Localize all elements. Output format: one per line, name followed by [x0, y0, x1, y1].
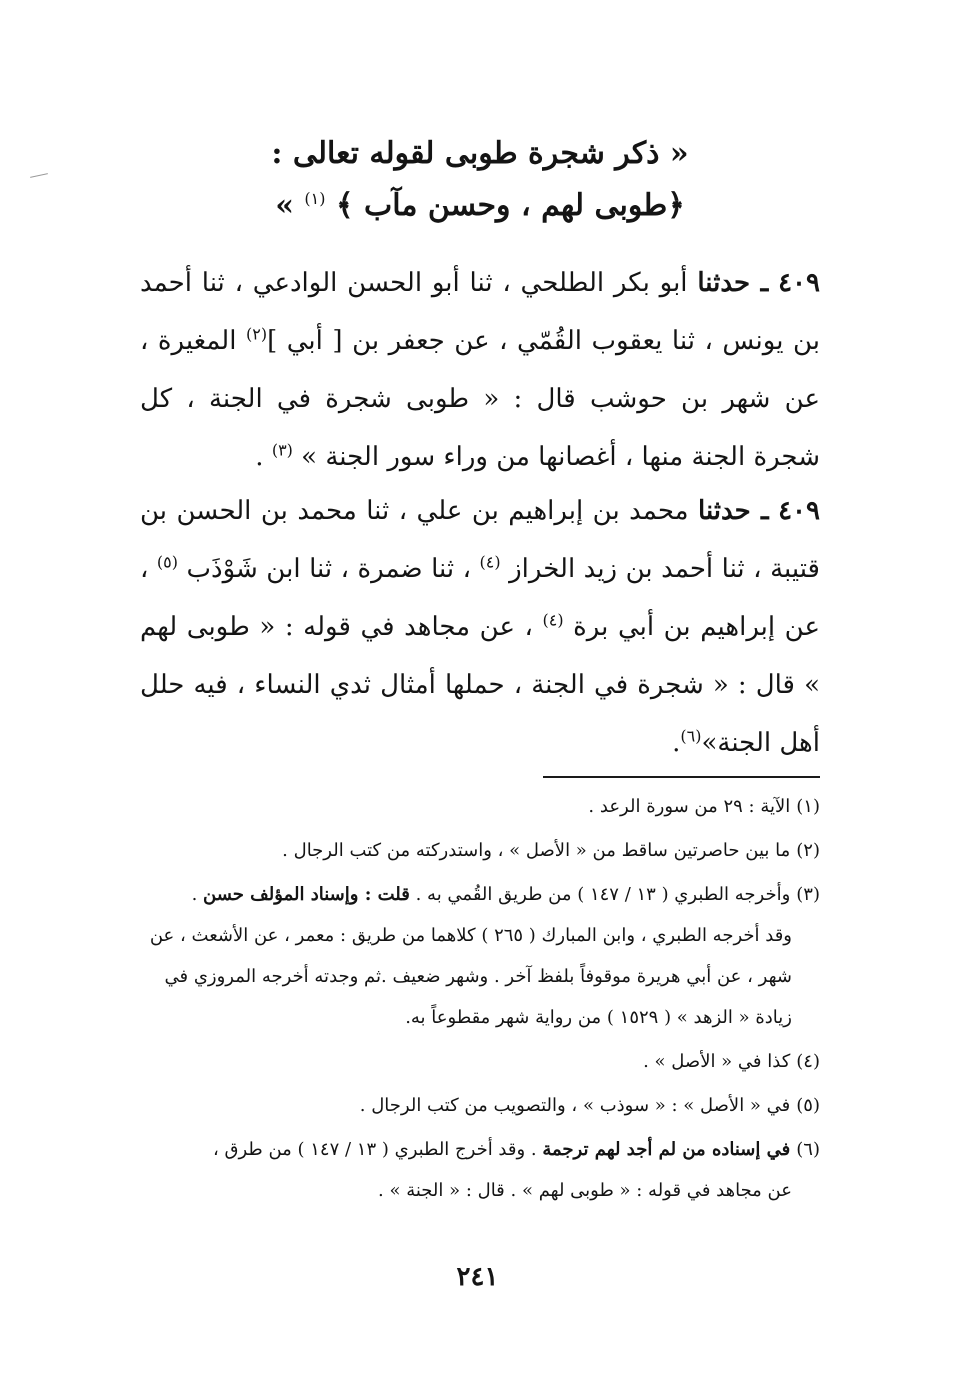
footnote-text: ما بين حاصرتين ساقط من « الأصل » ، واستدركته من كتب الرجال . [282, 840, 791, 861]
footnote-continuation: وقد أخرجه الطبري ، وابن المبارك ( ٢٦٥ ) كلاهما من طريق : معمر ، عن الأشعث ، عن شهر ، عن أبي هريرة موقوفاً بلفظ آخر . وشهر ضعيف .ثم وجدته أخرجه المروزي في زيادة « الزهد » ( ١٥٢٩ ) من رواية شهر مقطوعاً به. [149, 925, 792, 1028]
footnote-label: (٦) [796, 1139, 820, 1160]
hadith-text: أبو بكر الطلحي ، ثنا أبو الحسن الوادعي ، ثنا أحمد بن يونس ، ثنا يعقوب القُمّي ، عن جعفر بن [ أبي ] [140, 268, 820, 356]
footnote-text: . [191, 884, 204, 905]
footnote-bold-text: قلت : وإسناد المؤلف حسن [203, 884, 410, 905]
heading-line-2 [140, 180, 820, 232]
footnote-ref: (١) [304, 189, 326, 208]
footnote-ref: (٢) [245, 324, 268, 344]
heading-close-quote: » [275, 188, 294, 223]
page-number: ٢٤١ [456, 1262, 499, 1292]
footnote-ref: (٤) [542, 610, 564, 630]
hadith-text: ، ثنا ضمرة ، ثنا ابن شَوْذَب [178, 554, 480, 584]
hadith-text: . [672, 728, 681, 758]
hadith-number: ٤٠٩ [778, 496, 820, 526]
hadith-text: محمد بن إبراهيم بن علي ، ثنا محمد بن الحسن بن قتيبة ، ثنا أحمد بن زيد الخراز [140, 496, 820, 584]
footnote-text: كذا في « الأصل » . [643, 1051, 791, 1072]
hadith-lead: ـ حدثنا [698, 496, 769, 526]
footnote-label: (٤) [796, 1051, 820, 1072]
footnote-continuation: عن مجاهد في قوله : « طوبى لهم » . قال : « الجنة » . [378, 1180, 792, 1201]
footnote-4 [140, 1041, 820, 1082]
footnote-separator [543, 776, 820, 778]
hadith-text: المغيرة ، عن شهر بن حوشب قال : « طوبى شجرة في الجنة ، كل شجرة الجنة منها ، أغصانها من وراء سور الجنة » [140, 326, 820, 472]
hadith-lead: ـ حدثنا [697, 268, 769, 298]
footnote-5 [140, 1085, 820, 1126]
hadith-text: . [255, 442, 272, 472]
footnotes-section [140, 786, 820, 1214]
footnote-label: (٢) [796, 840, 820, 861]
footnote-2 [140, 830, 820, 871]
hadith-paragraph-2 [140, 482, 820, 772]
heading-line-1: « ذكر شجرة طوبى لقوله تعالى : [271, 136, 689, 171]
footnote-ref: (٤) [479, 552, 501, 572]
chapter-heading [140, 128, 820, 232]
footnote-label: (٣) [796, 884, 820, 905]
footnote-6 [140, 1129, 820, 1211]
footnote-text: وأخرجه الطبري ( ١٣ / ١٤٧ ) من طريق القُمي به . [409, 884, 791, 905]
hadith-number: ٤٠٩ [778, 268, 820, 298]
footnote-bold-text: في إسناده من لم أجد لهم ترجمة [542, 1139, 791, 1160]
footnote-text: الآية : ٢٩ من سورة الرعد . [588, 796, 791, 817]
footnote-text: في « الأصل » : « سوذب » ، والتصويب من كتب الرجال . [359, 1095, 791, 1116]
hadith-text: ، عن مجاهد في قوله : « طوبى لهم » قال : « شجرة في الجنة ، حملها أمثال ثدي النساء ، فيه حلل أهل الجنة» [140, 612, 820, 758]
hadith-text: ، عن إبراهيم بن أبي برة [140, 554, 820, 642]
footnote-ref: (٣) [271, 440, 293, 460]
footnote-label: (١) [796, 796, 820, 817]
heading-verse: ﴿طوبى لهم ، وحسن مآب ﴾ [335, 188, 685, 223]
footnote-ref: (٥) [156, 552, 178, 572]
hadith-paragraph-1 [140, 254, 820, 486]
footnote-text: . وقد أخرج الطبري ( ١٣ / ١٤٧ ) من طرق ، [212, 1139, 543, 1160]
scan-artifact-mark [30, 173, 48, 178]
footnote-ref: (٦) [680, 726, 702, 746]
footnote-1 [140, 786, 820, 827]
footnote-label: (٥) [796, 1095, 820, 1116]
footnote-3 [140, 874, 820, 1038]
